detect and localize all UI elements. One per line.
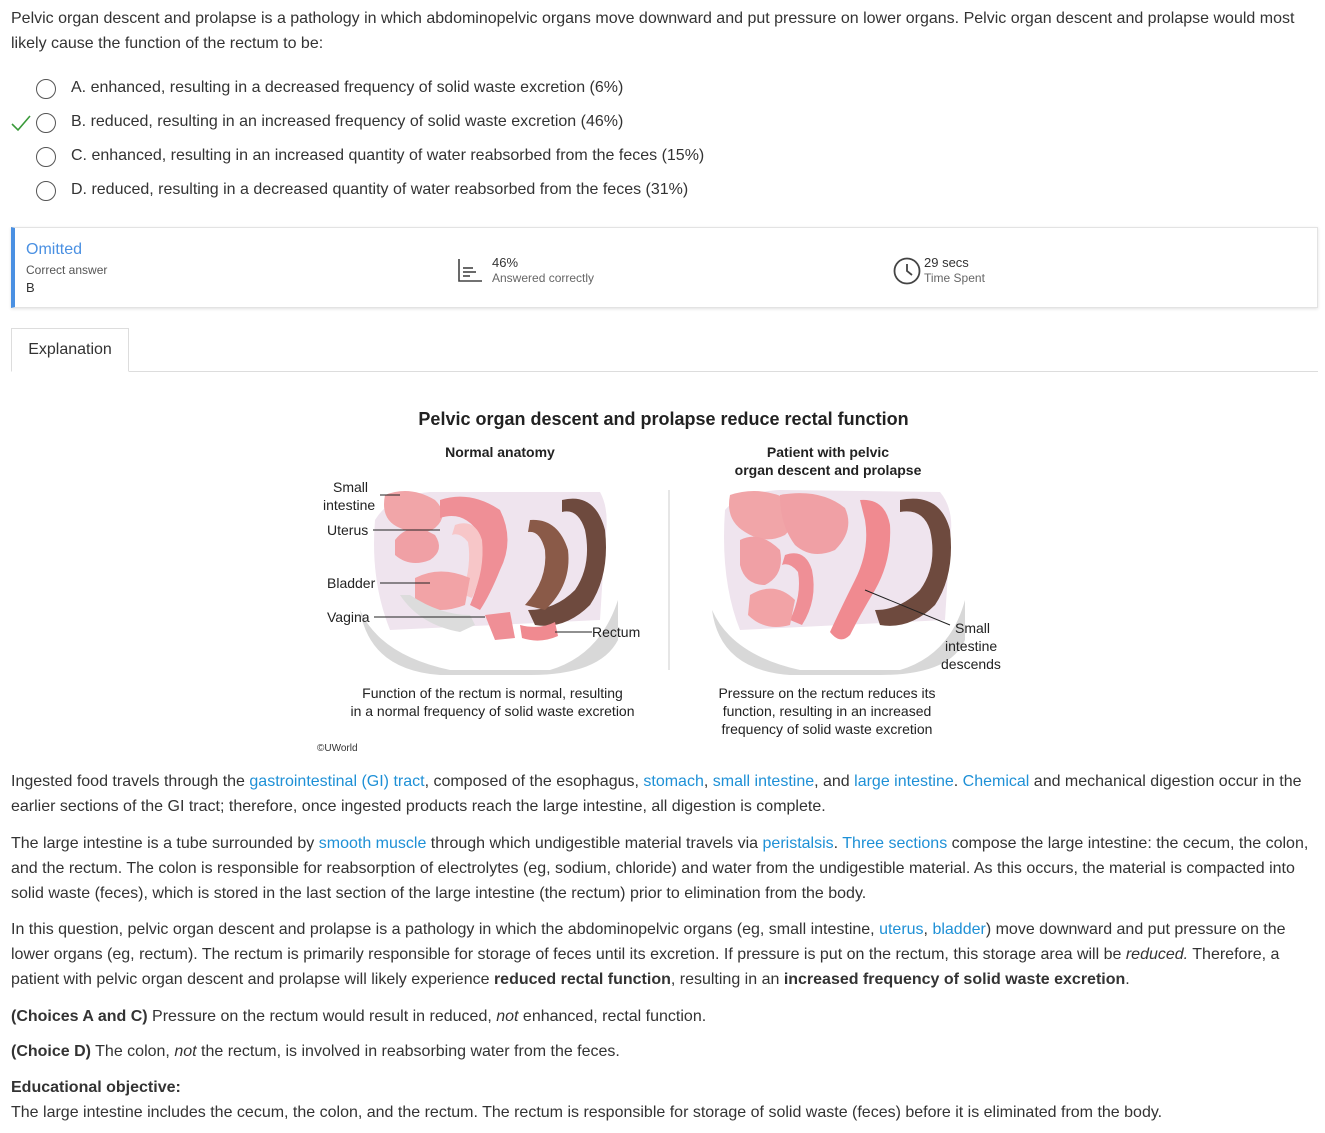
link-chemical[interactable]: Chemical	[962, 773, 1030, 790]
choice-label: C. enhanced, resulting in an increased quantity of water reabsorbed from the feces (15%)	[71, 147, 705, 164]
copyright: ©UWorld	[317, 743, 358, 754]
link-peristalsis[interactable]: peristalsis	[762, 835, 834, 852]
bold-text: (Choices A and C)	[11, 1008, 148, 1025]
answer-choices	[0, 72, 900, 208]
figure-title: Pelvic organ descent and prolapse reduce rectal function	[418, 409, 909, 429]
label-small-intestine: Small	[333, 479, 369, 495]
choice-label: A. enhanced, resulting in a decreased frequency of solid waste excretion (6%)	[71, 79, 624, 96]
correct-answer-label: Correct answer	[26, 263, 108, 277]
link-uterus[interactable]: uterus	[879, 921, 924, 938]
text: ,	[923, 921, 933, 938]
status-label: Omitted	[26, 241, 83, 258]
label-rectum: Rectum	[592, 624, 641, 640]
explanation-paragraph-4	[11, 1004, 1316, 1029]
radio-button[interactable]	[36, 147, 56, 167]
text: compose the large intestine: the cecum, the colon, and the rectum. The colon is responsible for reabsorption of electrolytes (eg, sodium, chloride) and water from the undigestible material. As this occurs, the material is compacted into solid waste (feces), which is stored in the last section of the large intestine (the rectum) prior to elimination from the body.	[11, 835, 1309, 902]
text: , and	[814, 773, 855, 790]
label-descends: Small	[955, 620, 991, 636]
label-uterus: Uterus	[327, 522, 369, 538]
choice-a[interactable]	[0, 72, 900, 106]
choice-label: B. reduced, resulting in an increased frequency of solid waste excretion (46%)	[71, 113, 624, 130]
explanation-paragraph-1	[11, 769, 1316, 819]
educational-objective-text: The large intestine includes the cecum, the colon, and the rectum. The rectum is responsible for storage of solid waste (feces) before it is eliminated from the body.	[11, 1104, 1163, 1121]
explanation-paragraph-5	[11, 1039, 1316, 1064]
tab-explanation[interactable]: Explanation	[11, 328, 129, 372]
choice-c[interactable]	[0, 140, 900, 174]
text: , composed of the esophagus,	[424, 773, 644, 790]
link-three-sections[interactable]: Three sections	[842, 835, 948, 852]
bold-text: increased frequency of solid waste excretion	[783, 971, 1126, 988]
text: .	[953, 773, 963, 790]
label-descends: intestine	[945, 638, 998, 654]
text: Pressure on the rectum would result in reduced,	[147, 1008, 497, 1025]
text: ) move downward and put pressure on the lower organs (eg, rectum). The rectum is primarily responsible for storage of feces until its excretion. If pressure is put on the rectum, this storage area will be	[11, 921, 1286, 963]
label-descends: descends	[941, 656, 1001, 672]
text: and mechanical digestion occur in the earlier sections of the GI tract; therefore, once ingested products reach the large intestine, all digestion is complete.	[11, 773, 1302, 815]
normal-anatomy-drawing	[360, 491, 618, 675]
choice-label: D. reduced, resulting in a decreased quantity of water reabsorbed from the feces (31%)	[71, 181, 689, 198]
link-smooth-muscle[interactable]: smooth muscle	[318, 835, 427, 852]
stats-panel	[11, 227, 1318, 308]
text: enhanced, rectal function.	[518, 1008, 707, 1025]
text: Therefore, a patient with pelvic organ descent and prolapse will likely experience	[11, 946, 1280, 988]
bold-text: (Choice D)	[11, 1043, 91, 1060]
explanation-tabs	[11, 328, 1318, 372]
right-caption-line2: function, resulting in an increased	[722, 703, 932, 719]
link-gi-tract[interactable]: gastrointestinal (GI) tract	[249, 773, 425, 790]
emphasis: reduced.	[1125, 946, 1189, 963]
time-spent-label: Time Spent	[924, 271, 985, 285]
explanation-paragraph-2	[11, 831, 1316, 906]
percent-correct-label: Answered correctly	[492, 271, 595, 285]
right-subtitle-line2: organ descent and prolapse	[734, 462, 922, 478]
link-small-intestine[interactable]: small intestine	[712, 773, 815, 790]
bar-chart-icon	[456, 256, 484, 284]
choice-b[interactable]	[0, 106, 900, 140]
text: In this question, pelvic organ descent and prolapse is a pathology in which the abdominopelvic organs (eg, small intestine,	[11, 921, 880, 938]
right-caption-line3: frequency of solid waste excretion	[721, 721, 933, 737]
text: .	[833, 835, 843, 852]
explanation-paragraph-3	[11, 917, 1316, 992]
clock-icon	[892, 256, 922, 286]
radio-button[interactable]	[36, 79, 56, 99]
text: .	[1125, 971, 1130, 988]
checkmark-icon	[10, 113, 32, 133]
label-vagina: Vagina	[327, 609, 370, 625]
emphasis: not	[496, 1008, 519, 1025]
right-subtitle-line1: Patient with pelvic	[766, 444, 890, 460]
label-small-intestine: intestine	[323, 497, 376, 513]
correct-answer-value: B	[26, 280, 35, 295]
text: The large intestine is a tube surrounded by	[11, 835, 319, 852]
left-caption-line2: in a normal frequency of solid waste excretion	[350, 703, 635, 719]
question-text: Pelvic organ descent and prolapse is a pathology in which abdominopelvic organs move downward and put pressure on lower organs. Pelvic organ descent and prolapse would most likely cause the function of the rectum to be:	[11, 10, 1295, 52]
left-subtitle: Normal anatomy	[445, 444, 555, 460]
left-caption-line1: Function of the rectum is normal, resulting	[362, 685, 623, 701]
text: the rectum, is involved in reabsorbing water from the feces.	[196, 1043, 620, 1060]
text: ,	[703, 773, 713, 790]
link-large-intestine[interactable]: large intestine	[854, 773, 954, 790]
emphasis: not	[174, 1043, 197, 1060]
anatomy-figure	[300, 400, 1040, 765]
text: through which undigestible material travels via	[426, 835, 763, 852]
right-caption-line1: Pressure on the rectum reduces its	[718, 685, 936, 701]
radio-button[interactable]	[36, 113, 56, 133]
radio-button[interactable]	[36, 181, 56, 201]
link-stomach[interactable]: stomach	[643, 773, 704, 790]
link-bladder[interactable]: bladder	[932, 921, 986, 938]
educational-objective-title: Educational objective:	[11, 1079, 181, 1096]
time-spent: 29 secs	[924, 255, 969, 270]
choice-d[interactable]	[0, 174, 900, 208]
prolapse-anatomy-drawing	[712, 490, 965, 675]
text: , resulting in an	[670, 971, 784, 988]
text: Ingested food travels through the	[11, 773, 250, 790]
bold-text: reduced rectal function	[493, 971, 671, 988]
text: The colon,	[91, 1043, 175, 1060]
percent-correct: 46%	[492, 255, 519, 270]
label-bladder: Bladder	[327, 575, 376, 591]
